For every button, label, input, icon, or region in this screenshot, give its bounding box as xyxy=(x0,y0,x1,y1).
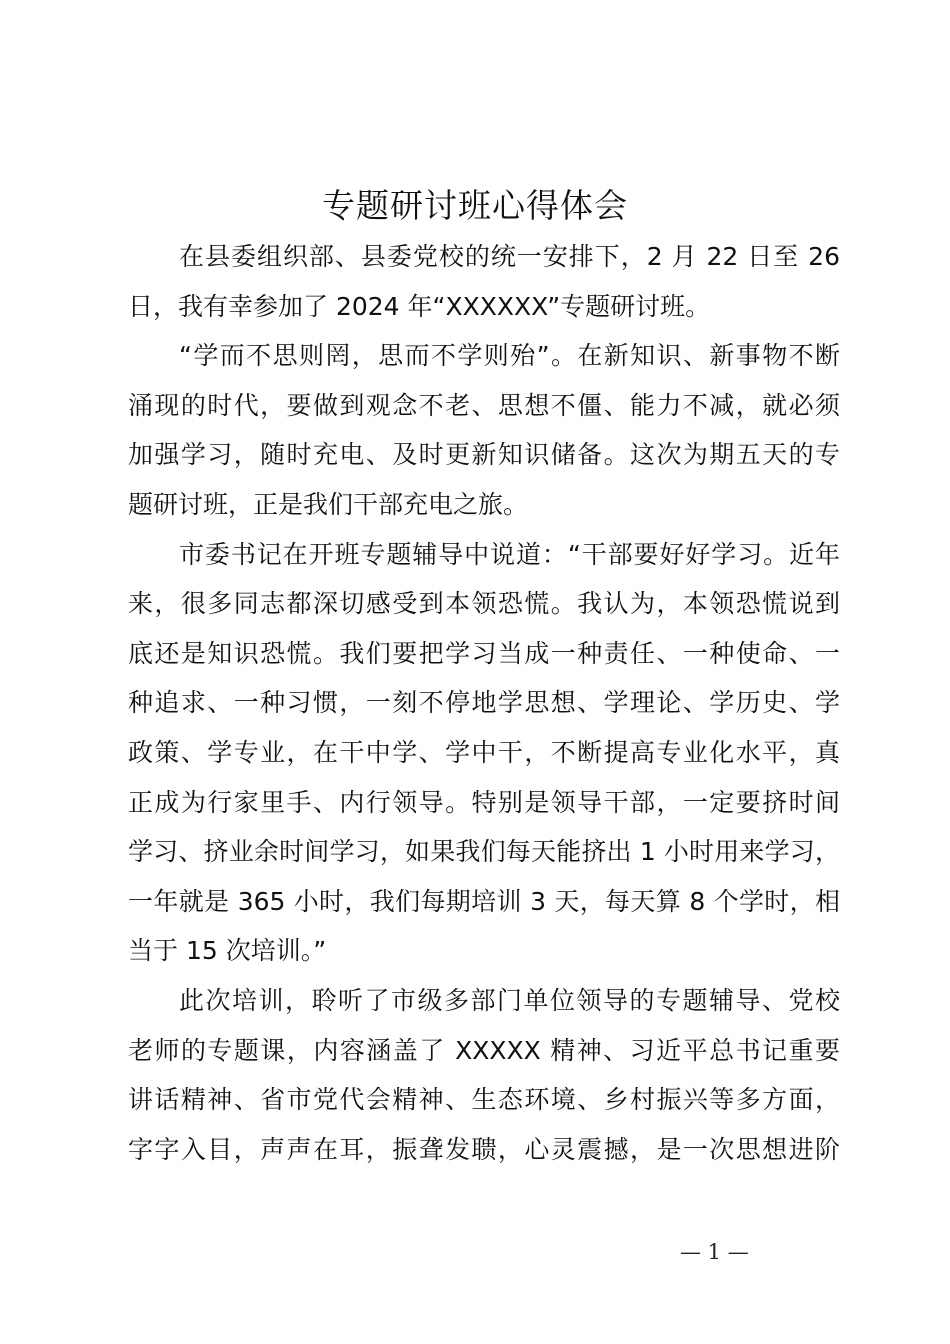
text-line: 在县委组织部、县委党校的统一安排下，2 月 22 日至 26 xyxy=(179,242,840,271)
text-line: 涌现的时代，要做到观念不老、思想不僵、能力不减，就必须 xyxy=(128,390,840,420)
text-line: 日，我有幸参加了 2024 年“XXXXXX”专题研讨班。 xyxy=(128,291,711,321)
text-line: 加强学习，随时充电、及时更新知识储备。这次为期五天的专 xyxy=(128,440,840,470)
text-line: 此次培训，聆听了市级多部门单位领导的专题辅导、党校 xyxy=(179,985,840,1015)
text-line: 讲话精神、省市党代会精神、生态环境、乡村振兴等多方面， xyxy=(128,1085,840,1115)
paragraph-1 xyxy=(128,232,840,331)
text-line: 市委书记在开班专题辅导中说道：“干部要好好学习。近年 xyxy=(179,539,840,569)
text-line: 一年就是 365 小时，我们每期培训 3 天，每天算 8 个学时，相 xyxy=(128,886,840,916)
paragraph-3 xyxy=(128,530,840,976)
text-line: “学而不思则罔，思而不学则殆”。在新知识、新事物不断 xyxy=(179,341,840,371)
document-body xyxy=(128,232,840,1174)
page-number: — 1 — xyxy=(680,1240,749,1264)
text-line: 当于 15 次培训。” xyxy=(128,936,327,966)
paragraph-4 xyxy=(128,976,840,1174)
text-line: 题研讨班，正是我们干部充电之旅。 xyxy=(128,489,529,519)
text-line: 老师的专题课，内容涵盖了 XXXXX 精神、习近平总书记重要 xyxy=(128,1035,840,1065)
text-line: 政策、学专业，在干中学、学中干，不断提高专业化水平，真 xyxy=(128,737,840,767)
paragraph-2 xyxy=(128,331,840,529)
text-line: 正成为行家里手、内行领导。特别是领导干部，一定要挤时间 xyxy=(128,787,840,817)
text-line: 种追求、一种习惯，一刻不停地学思想、学理论、学历史、学 xyxy=(128,688,840,718)
document-title: 专题研讨班心得体会 xyxy=(322,186,628,225)
text-line: 来，很多同志都深切感受到本领恐慌。我认为，本领恐慌说到 xyxy=(128,589,840,619)
text-line: 学习、挤业余时间学习，如果我们每天能挤出 1 小时用来学习， xyxy=(128,837,840,867)
text-line: 底还是知识恐慌。我们要把学习当成一种责任、一种使命、一 xyxy=(128,638,840,668)
text-line: 字字入目，声声在耳，振聋发聩，心灵震撼，是一次思想进阶 xyxy=(128,1134,840,1164)
